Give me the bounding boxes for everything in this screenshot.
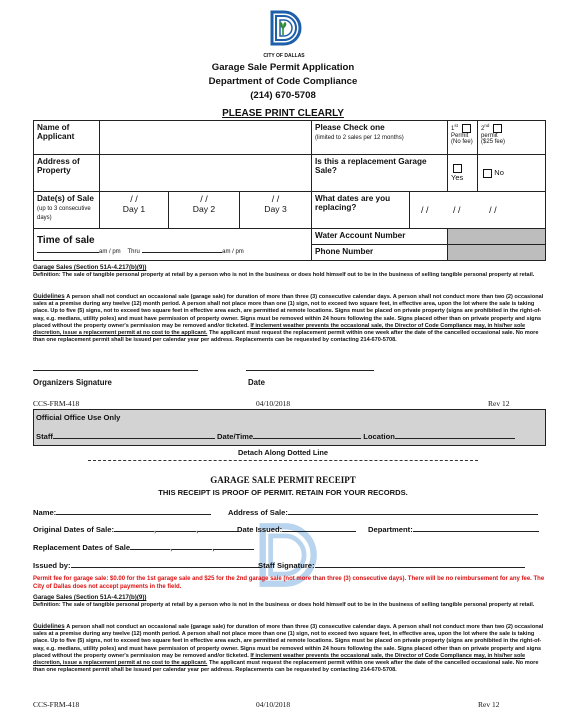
receipt-subtitle: THIS RECEIPT IS PROOF OF PERMIT. RETAIN FOR YOUR RECORDS.	[158, 488, 408, 497]
receipt-form-number: CCS-FRM-418	[33, 700, 80, 709]
phone-number-field[interactable]	[448, 245, 546, 261]
first-permit-option[interactable]: 1st Permit (No fee)	[448, 121, 478, 155]
receipt-issued-by-row: Issued by:	[33, 561, 261, 570]
replacement-yes-checkbox[interactable]	[453, 164, 462, 173]
replacement-no-option[interactable]: No	[478, 155, 546, 192]
receipt-ordinance-definition: Garage Sales (Section 51A-4.217(b)(9)) Definition: The sale of tangible personal property at retail by a person who is not in the business or does hold himself out to be in the business of selling tangible personal property at retail.	[33, 594, 535, 609]
guidelines-text: Guidelines A person shall not conduct an occasional sale (garage sale) for duration of more than three (3) consecutive calendar days. A person shall not conduct more than two (2) occasional sales at a premise during any twelve (12) month period. A person shall not place more than one (1) sign, not to exceed two square feet, in effective area, upon the lot where the sale is taking place. Up to five (5) signs, not to exceed two square feet in effective area each, are permitted at remote locations. Signs must be placed on private property (signs are prohibited in the right-of-way, e.g. medians, utility poles) and must have permission of property owner. Signs must be removed within 24 hours following the sale. Signs placed other than on private property and signs placed without the property owner's permission may be removed and/or ticketed. If inclement weather prevents the occasional sale, the Director of Code Compliance may, in his/her sole discretion, issue a replacement permit at no cost to the applicant. The applicant must request the replacement permit within one week after the date of the cancelled occasional sale. No more than one replacement permit shall be issued per calendar year per address. Replacements can be requested by contacting 214-670-5708.	[33, 293, 544, 344]
first-permit-checkbox[interactable]	[462, 124, 471, 133]
office-staff-label: Staff Date/Time Location	[36, 432, 515, 441]
receipt-address-field[interactable]	[288, 514, 538, 515]
receipt-form-revision: Rev 12	[478, 700, 500, 709]
department-name: Department of Code Compliance	[208, 76, 358, 87]
receipt-title: GARAGE SALE PERMIT RECEIPT	[210, 475, 356, 485]
form-number: CCS-FRM-418	[33, 399, 80, 408]
second-permit-checkbox[interactable]	[493, 124, 502, 133]
receipt-replacement-dates-row: Replacement Dates of Sale , ,	[33, 543, 254, 552]
signature-date-label: Date	[248, 378, 265, 387]
phone-number-label: Phone Number	[312, 245, 448, 261]
print-clearly-notice: PLEASE PRINT CLEARLY	[222, 108, 344, 119]
replacing-dates-label: What dates are you replacing?	[312, 192, 410, 229]
water-account-label: Water Account Number	[312, 229, 448, 245]
day1-date-field[interactable]: / / Day 1	[100, 192, 169, 229]
receipt-orig-dates-row: Original Dates of Sale: , ,	[33, 525, 238, 534]
time-of-sale-field[interactable]: Time of sale am / pm Thru am / pm	[34, 229, 312, 261]
signature-date-line[interactable]	[246, 370, 374, 371]
receipt-staff-signature-row: Staff Signature:	[258, 561, 525, 570]
water-account-field[interactable]	[448, 229, 546, 245]
receipt-staff-signature-field[interactable]	[315, 567, 525, 568]
office-use-title: Official Office Use Only	[36, 413, 121, 422]
city-of-dallas-logo	[262, 8, 306, 59]
receipt-name-row: Name:	[33, 508, 211, 517]
receipt-department-row: Department:	[368, 525, 539, 534]
organizer-signature-label: Organizers Signature	[33, 378, 112, 387]
dallas-d-logo-icon	[262, 8, 306, 48]
ordinance-definition: Garage Sales (Section 51A-4.217(b)(9)) Definition: The sale of tangible personal property at retail by a person who is not in the business or does hold himself out to be in the business of selling tangible personal property at retail.	[33, 264, 535, 279]
form-title: Garage Sale Permit Application	[211, 62, 355, 73]
check-one-label: Please Check one (limited to 2 sales per 12 months)	[312, 121, 448, 155]
receipt-issued-by-field[interactable]	[71, 567, 261, 568]
dates-of-sale-label: Date(s) of Sale (up to 3 consecutive days)	[34, 192, 100, 229]
replacement-question: Is this a replacement Garage Sale?	[312, 155, 448, 192]
second-permit-option[interactable]: 2nd permit ($25 fee)	[478, 121, 546, 155]
applicant-name-field[interactable]	[100, 121, 312, 155]
replacing-dates-field[interactable]: / / / / / /	[410, 192, 546, 229]
receipt-date-issued-row: Date Issued:	[237, 525, 356, 534]
department-phone: (214) 670-5708	[250, 90, 316, 101]
detach-dotted-line	[88, 460, 478, 461]
replacement-no-checkbox[interactable]	[483, 169, 492, 178]
organizer-signature-line[interactable]	[33, 370, 198, 371]
receipt-date-issued-field[interactable]	[282, 531, 356, 532]
receipt-address-row: Address of Sale:	[228, 508, 538, 517]
logo-city-text: CITY OF DALLAS	[263, 53, 305, 59]
form-date: 04/10/2018	[256, 399, 291, 408]
day3-date-field[interactable]: / / Day 3	[240, 192, 312, 229]
replacement-yes-option[interactable]: Yes	[448, 155, 478, 192]
receipt-fee-note: Permit fee for garage sale: $0.00 for the 1st garage sale and $25 for the 2nd garage sale (not more than three (3) consecutive days). There will be no reimbursement for any fee. The City of Dallas does not accept payments in the field.	[33, 576, 545, 590]
receipt-department-field[interactable]	[413, 531, 539, 532]
receipt-name-field[interactable]	[56, 514, 211, 515]
form-revision: Rev 12	[488, 399, 510, 408]
applicant-name-label: Name of Applicant	[34, 121, 100, 155]
day2-date-field[interactable]: / / Day 2	[169, 192, 240, 229]
receipt-form-date: 04/10/2018	[256, 700, 291, 709]
office-use-box	[33, 409, 546, 446]
property-address-field[interactable]	[100, 155, 312, 192]
property-address-label: Address of Property	[34, 155, 100, 192]
detach-label: Detach Along Dotted Line	[237, 448, 329, 457]
application-form-table	[33, 120, 546, 261]
receipt-guidelines-text: Guidelines A person shall not conduct an occasional sale (garage sale) for duration of more than three (3) consecutive calendar days. A person shall not conduct more than two (2) occasional sales at a premise during any twelve (12) month period. A person shall not place more than one (1) sign, not to exceed two square feet, in effective area, upon the lot where the sale is taking place. Up to five (5) signs, not to exceed two square feet in effective area each, are permitted at remote locations. Signs must be placed on private property (signs are prohibited in the right-of-way, e.g. medians, utility poles) and must have permission of property owner. Signs must be removed within 24 hours following the sale. Signs placed other than on private property and signs placed without the property owner's permission may be removed and/or ticketed. If inclement weather prevents the occasional sale, the Director of Code Compliance may, in his/her sole discretion, issue a replacement permit at no cost to the applicant. The applicant must request the replacement permit within one week after the date of the cancelled occasional sale. No more than one replacement permit shall be issued per calendar year per address. Replacements can be requested by contacting 214-670-5708.	[33, 623, 544, 674]
